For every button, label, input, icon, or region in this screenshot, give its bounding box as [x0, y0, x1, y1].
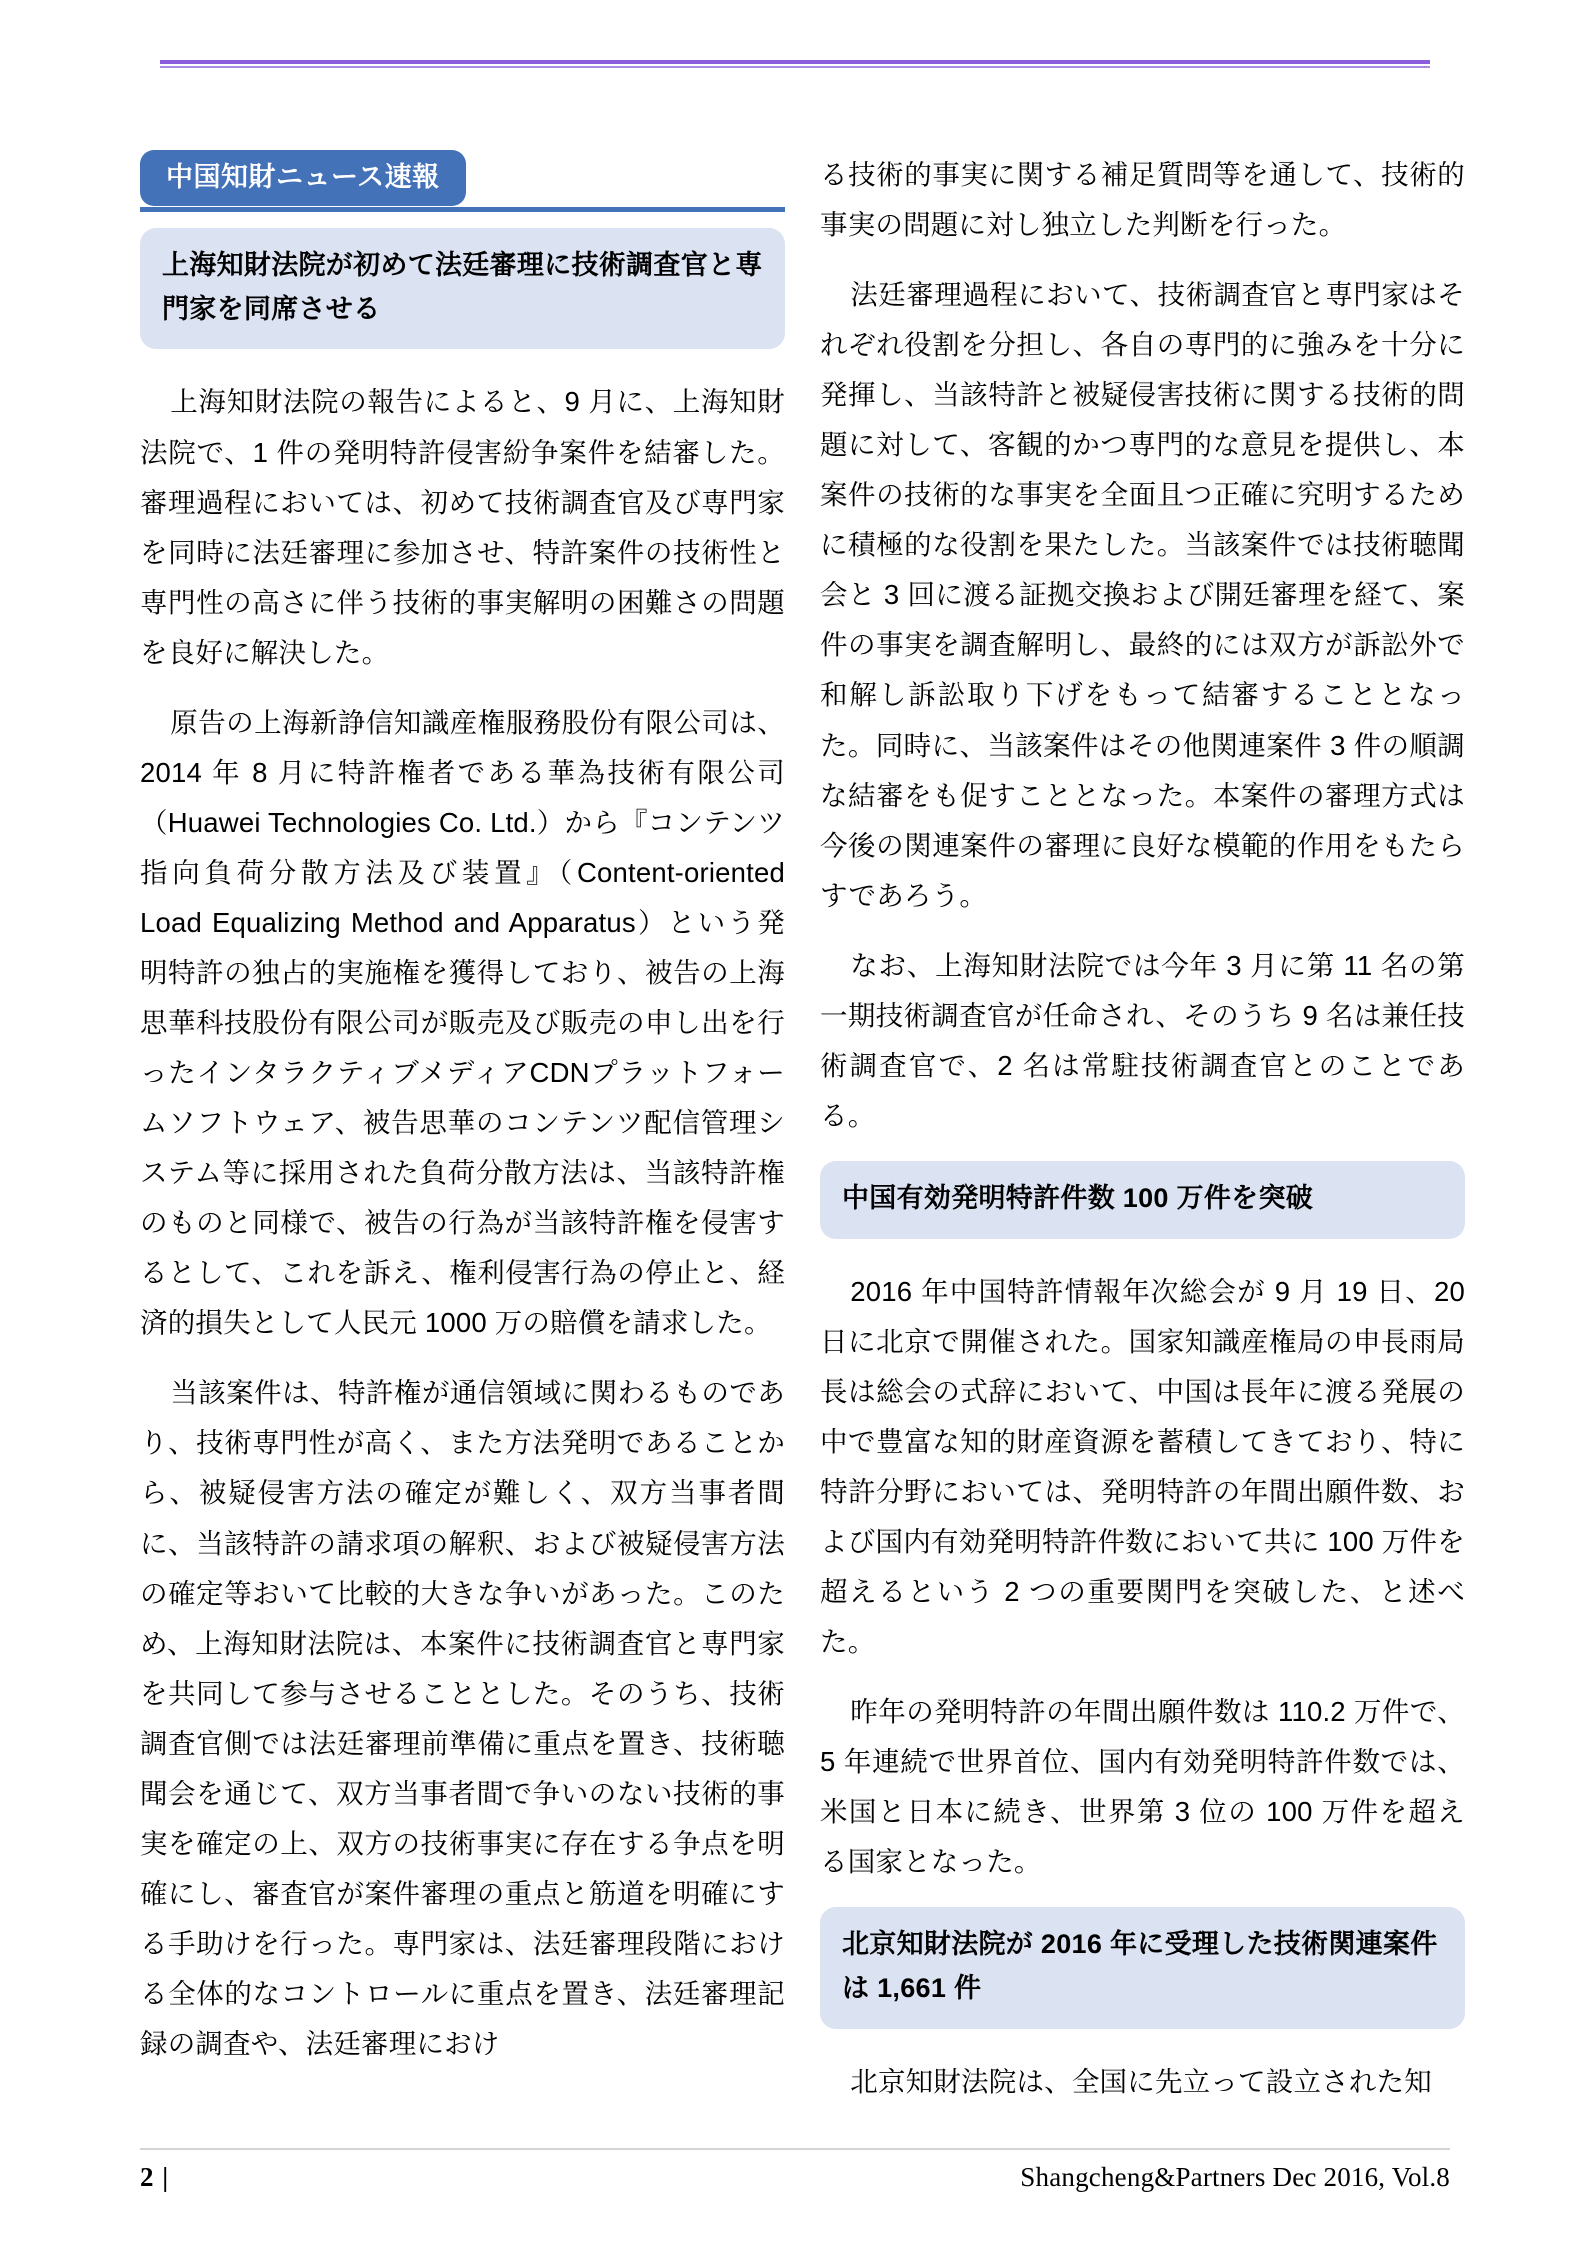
article-heading-beijing-court: 北京知財法院が 2016 年に受理した技術関連案件は 1,661 件	[820, 1907, 1465, 2028]
paragraph: 北京知財法院は、全国に先立って設立された知	[850, 2065, 1432, 2097]
article-heading-million-patents: 中国有効発明特許件数 100 万件を突破	[820, 1161, 1465, 1239]
paragraph: る技術的事実に関する補足質問等を通して、技術的事実の問題に対し独立した判断を行った。	[820, 159, 1465, 241]
footer-divider	[140, 2148, 1450, 2150]
section-badge-underline	[140, 207, 785, 212]
paragraph: 法廷審理過程において、技術調査官と専門家はそれぞれ役割を分担し、各自の専門的に強みを十分に発揮し、当該特許と被疑侵害技術に関する技術的問題に対して、客観的かつ専門的な意見を提供し、本案件の技術的な事実を全面且つ正確に究明するために積極的な役割を果たした。当該案件では技術聴聞会と 3 回に渡る証拠交換および開廷審理を経て、案件の事実を調査解明し、最終的には双方が訴訟外で和解し訴訟取り下げをもって結審することとなった。同時に、当該案件はその他関連案件 3 件の順調な結審をも促すこととなった。本案件の審理方式は今後の関連案件の審理に良好な模範的作用をもたらすであろう。	[820, 279, 1465, 911]
right-column	[820, 150, 1465, 2107]
paragraph: 昨年の発明特許の年間出願件数は 110.2 万件で、5 年連続で世界首位、国内有効発明特許件数では、米国と日本に続き、世界第 3 位の 100 万件を超える国家となった。	[820, 1696, 1465, 1878]
paragraph: 原告の上海新諍信知識産権服務股份有限公司は、2014 年 8 月に特許権者である華為技術有限公司（Huawei Technologies Co. Ltd.）から『コンテンツ指向負荷分散方法及び装置』（Content-oriented Load Equalizing Method and Apparatus）という発明特許の独占的実施権を獲得しており、被告の上海思華科技股份有限公司が販売及び販売の申し出を行ったインタラクティブメディアCDNプラットフォームソフトウェア、被告思華のコンテンツ配信管理システム等に採用された負荷分散方法は、当該特許権のものと同様で、被告の行為が当該特許権を侵害するとして、これを訴え、権利侵害行為の停止と、経済的損失として人民元 1000 万の賠償を請求した。	[140, 706, 785, 1339]
header-rule-thin	[160, 66, 1430, 68]
paragraph: 2016 年中国特許情報年次総会が 9 月 19 日、20 日に北京で開催された。国家知識産権局の申長雨局長は総会の式辞において、中国は長年に渡る発展の中で豊富な知的財産資源を蓄積してきており、特に特許分野においては、発明特許の年間出願件数、および国内有効発明特許件数において共に 100 万件を超えるという 2 つの重要関門を突破した、と述べた。	[820, 1275, 1465, 1657]
article-heading-shanghai-court: 上海知財法院が初めて法廷審理に技術調査官と専門家を同席させる	[140, 228, 785, 349]
paragraph: 上海知財法院の報告によると、9 月に、上海知財法院で、1 件の発明特許侵害紛争案件を結審した。審理過程においては、初めて技術調査官及び専門家を同時に法廷審理に参加させ、特許案件の技術性と専門性の高さに伴う技術的事実解明の困難さの問題を良好に解決した。	[140, 386, 785, 668]
header-rule	[160, 60, 1430, 70]
header-rule-thick	[160, 60, 1430, 64]
section-badge: 中国知財ニュース速報	[140, 150, 466, 206]
page-number: 2 |	[140, 2162, 170, 2192]
footer-publication-info: Shangcheng&Partners Dec 2016, Vol.8	[1020, 2162, 1450, 2192]
paragraph: なお、上海知財法院では今年 3 月に第 11 名の第一期技術調査官が任命され、そのうち 9 名は兼任技術調査官で、2 名は常駐技術調査官とのことである。	[820, 949, 1465, 1131]
left-column	[140, 150, 785, 2069]
paragraph: 当該案件は、特許権が通信領域に関わるものであり、技術専門性が高く、また方法発明であることから、被疑侵害方法の確定が難しく、双方当事者間に、当該特許の請求項の解釈、および被疑侵害方法の確定等おいて比較的大きな争いがあった。このため、上海知財法院は、本案件に技術調査官と専門家を共同して参与させることとした。そのうち、技術調査官側では法廷審理前準備に重点を置き、技術聴聞会を通じて、双方当事者間で争いのない技術的事実を確定の上、双方の技術事実に存在する争点を明確にし、審査官が案件審理の重点と筋道を明確にする手助けを行った。専門家は、法廷審理段階における全体的なコントロールに重点を置き、法廷審理記録の調査や、法廷審理におけ	[140, 1377, 785, 2059]
section-badge-row	[140, 150, 785, 212]
page-footer	[140, 2162, 1450, 2193]
